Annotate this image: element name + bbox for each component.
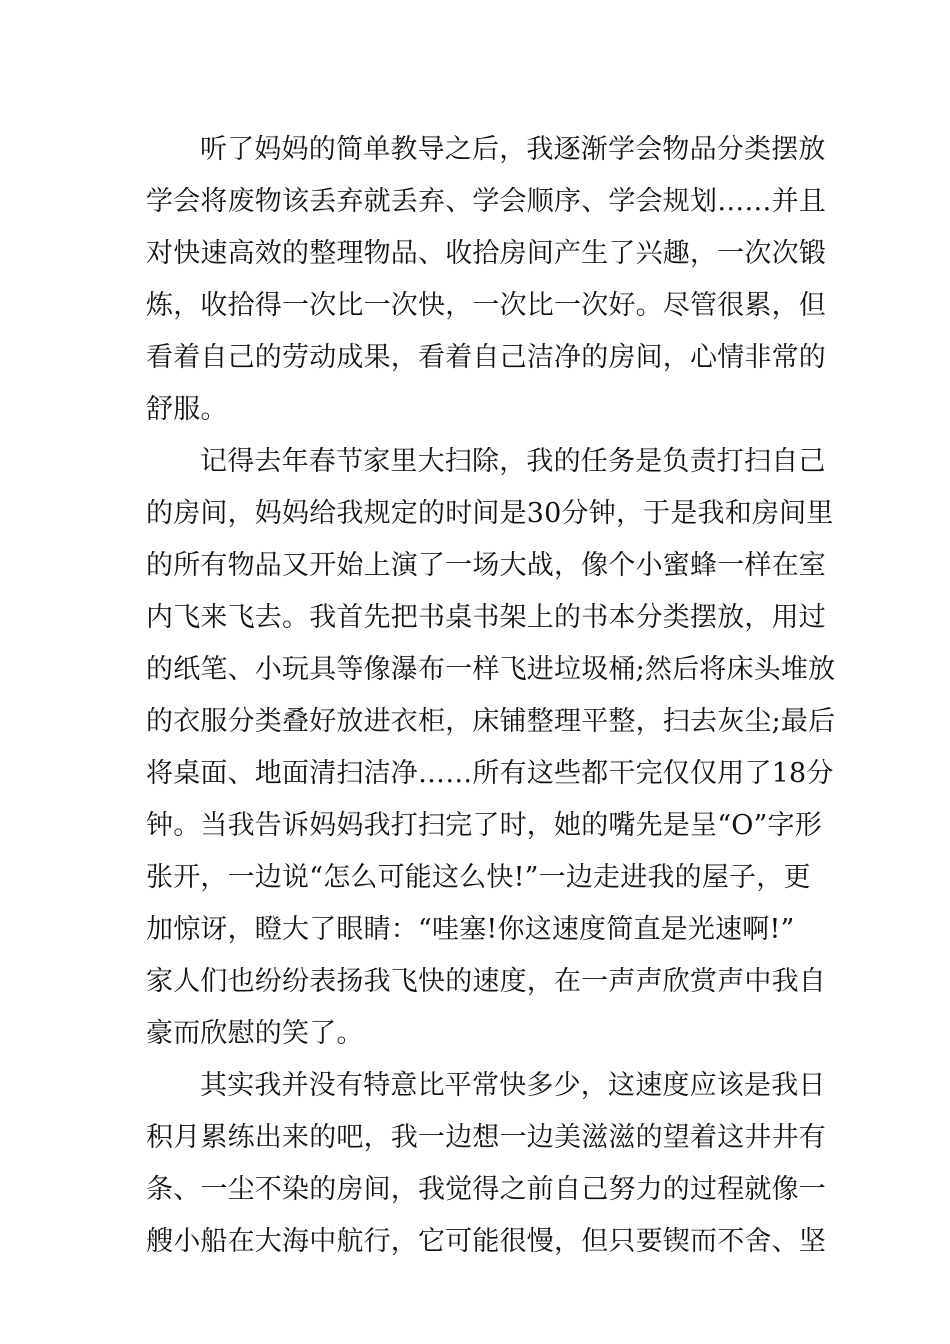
text-line: 的所有物品又开始上演了一场大战，像个小蜜蜂一样在室 — [146, 550, 826, 581]
text-line: 看着自己的劳动成果，看着自己洁净的房间，心情非常的 — [146, 342, 826, 373]
text-line: 积月累练出来的吧，我一边想一边美滋滋的望着这井井有 — [146, 1122, 826, 1153]
text-line: 记得去年春节家里大扫除，我的任务是负责打扫自己 — [200, 446, 826, 477]
text-line: 张开，一边说“怎么可能这么快!”一边走进我的屋子，更 — [146, 862, 811, 893]
text-line: 炼，收拾得一次比一次快，一次比一次好。尽管很累，但 — [146, 290, 826, 321]
text-line: 豪而欣慰的笑了。 — [146, 1018, 364, 1049]
text-line: 对快速高效的整理物品、收拾房间产生了兴趣，一次次锻 — [146, 238, 826, 269]
paragraph-3 — [146, 1060, 826, 1268]
paragraph-2 — [146, 436, 836, 1060]
text-line: 将桌面、地面清扫洁净……所有这些都干完仅仅用了18分 — [146, 758, 834, 789]
text-line: 内飞来飞去。我首先把书桌书架上的书本分类摆放，用过 — [146, 602, 826, 633]
text-line: 的房间，妈妈给我规定的时间是30分钟，于是我和房间里 — [146, 498, 834, 529]
paragraph-1 — [146, 124, 826, 436]
text-line: 其实我并没有特意比平常快多少，这速度应该是我日 — [200, 1070, 826, 1101]
text-line: 学会将废物该丢弃就丢弃、学会顺序、学会规划……并且 — [146, 186, 826, 217]
document-body — [146, 124, 836, 1268]
text-line: 钟。当我告诉妈妈我打扫完了时，她的嘴先是呈“O”字形 — [146, 810, 822, 841]
text-line: 舒服。 — [146, 394, 228, 425]
text-line: 加惊讶，瞪大了眼睛：“哇塞!你这速度简直是光速啊!” — [146, 914, 795, 945]
text-line: 家人们也纷纷表扬我飞快的速度，在一声声欣赏声中我自 — [146, 966, 826, 997]
text-line: 条、一尘不染的房间，我觉得之前自己努力的过程就像一 — [146, 1174, 826, 1205]
text-line: 的衣服分类叠好放进衣柜，床铺整理平整，扫去灰尘;最后 — [146, 706, 836, 737]
text-line: 艘小船在大海中航行，它可能很慢，但只要锲而不舍、坚 — [146, 1226, 826, 1257]
text-line: 的纸笔、小玩具等像瀑布一样飞进垃圾桶;然后将床头堆放 — [146, 654, 836, 685]
text-line: 听了妈妈的简单教导之后，我逐渐学会物品分类摆放 — [200, 134, 826, 165]
